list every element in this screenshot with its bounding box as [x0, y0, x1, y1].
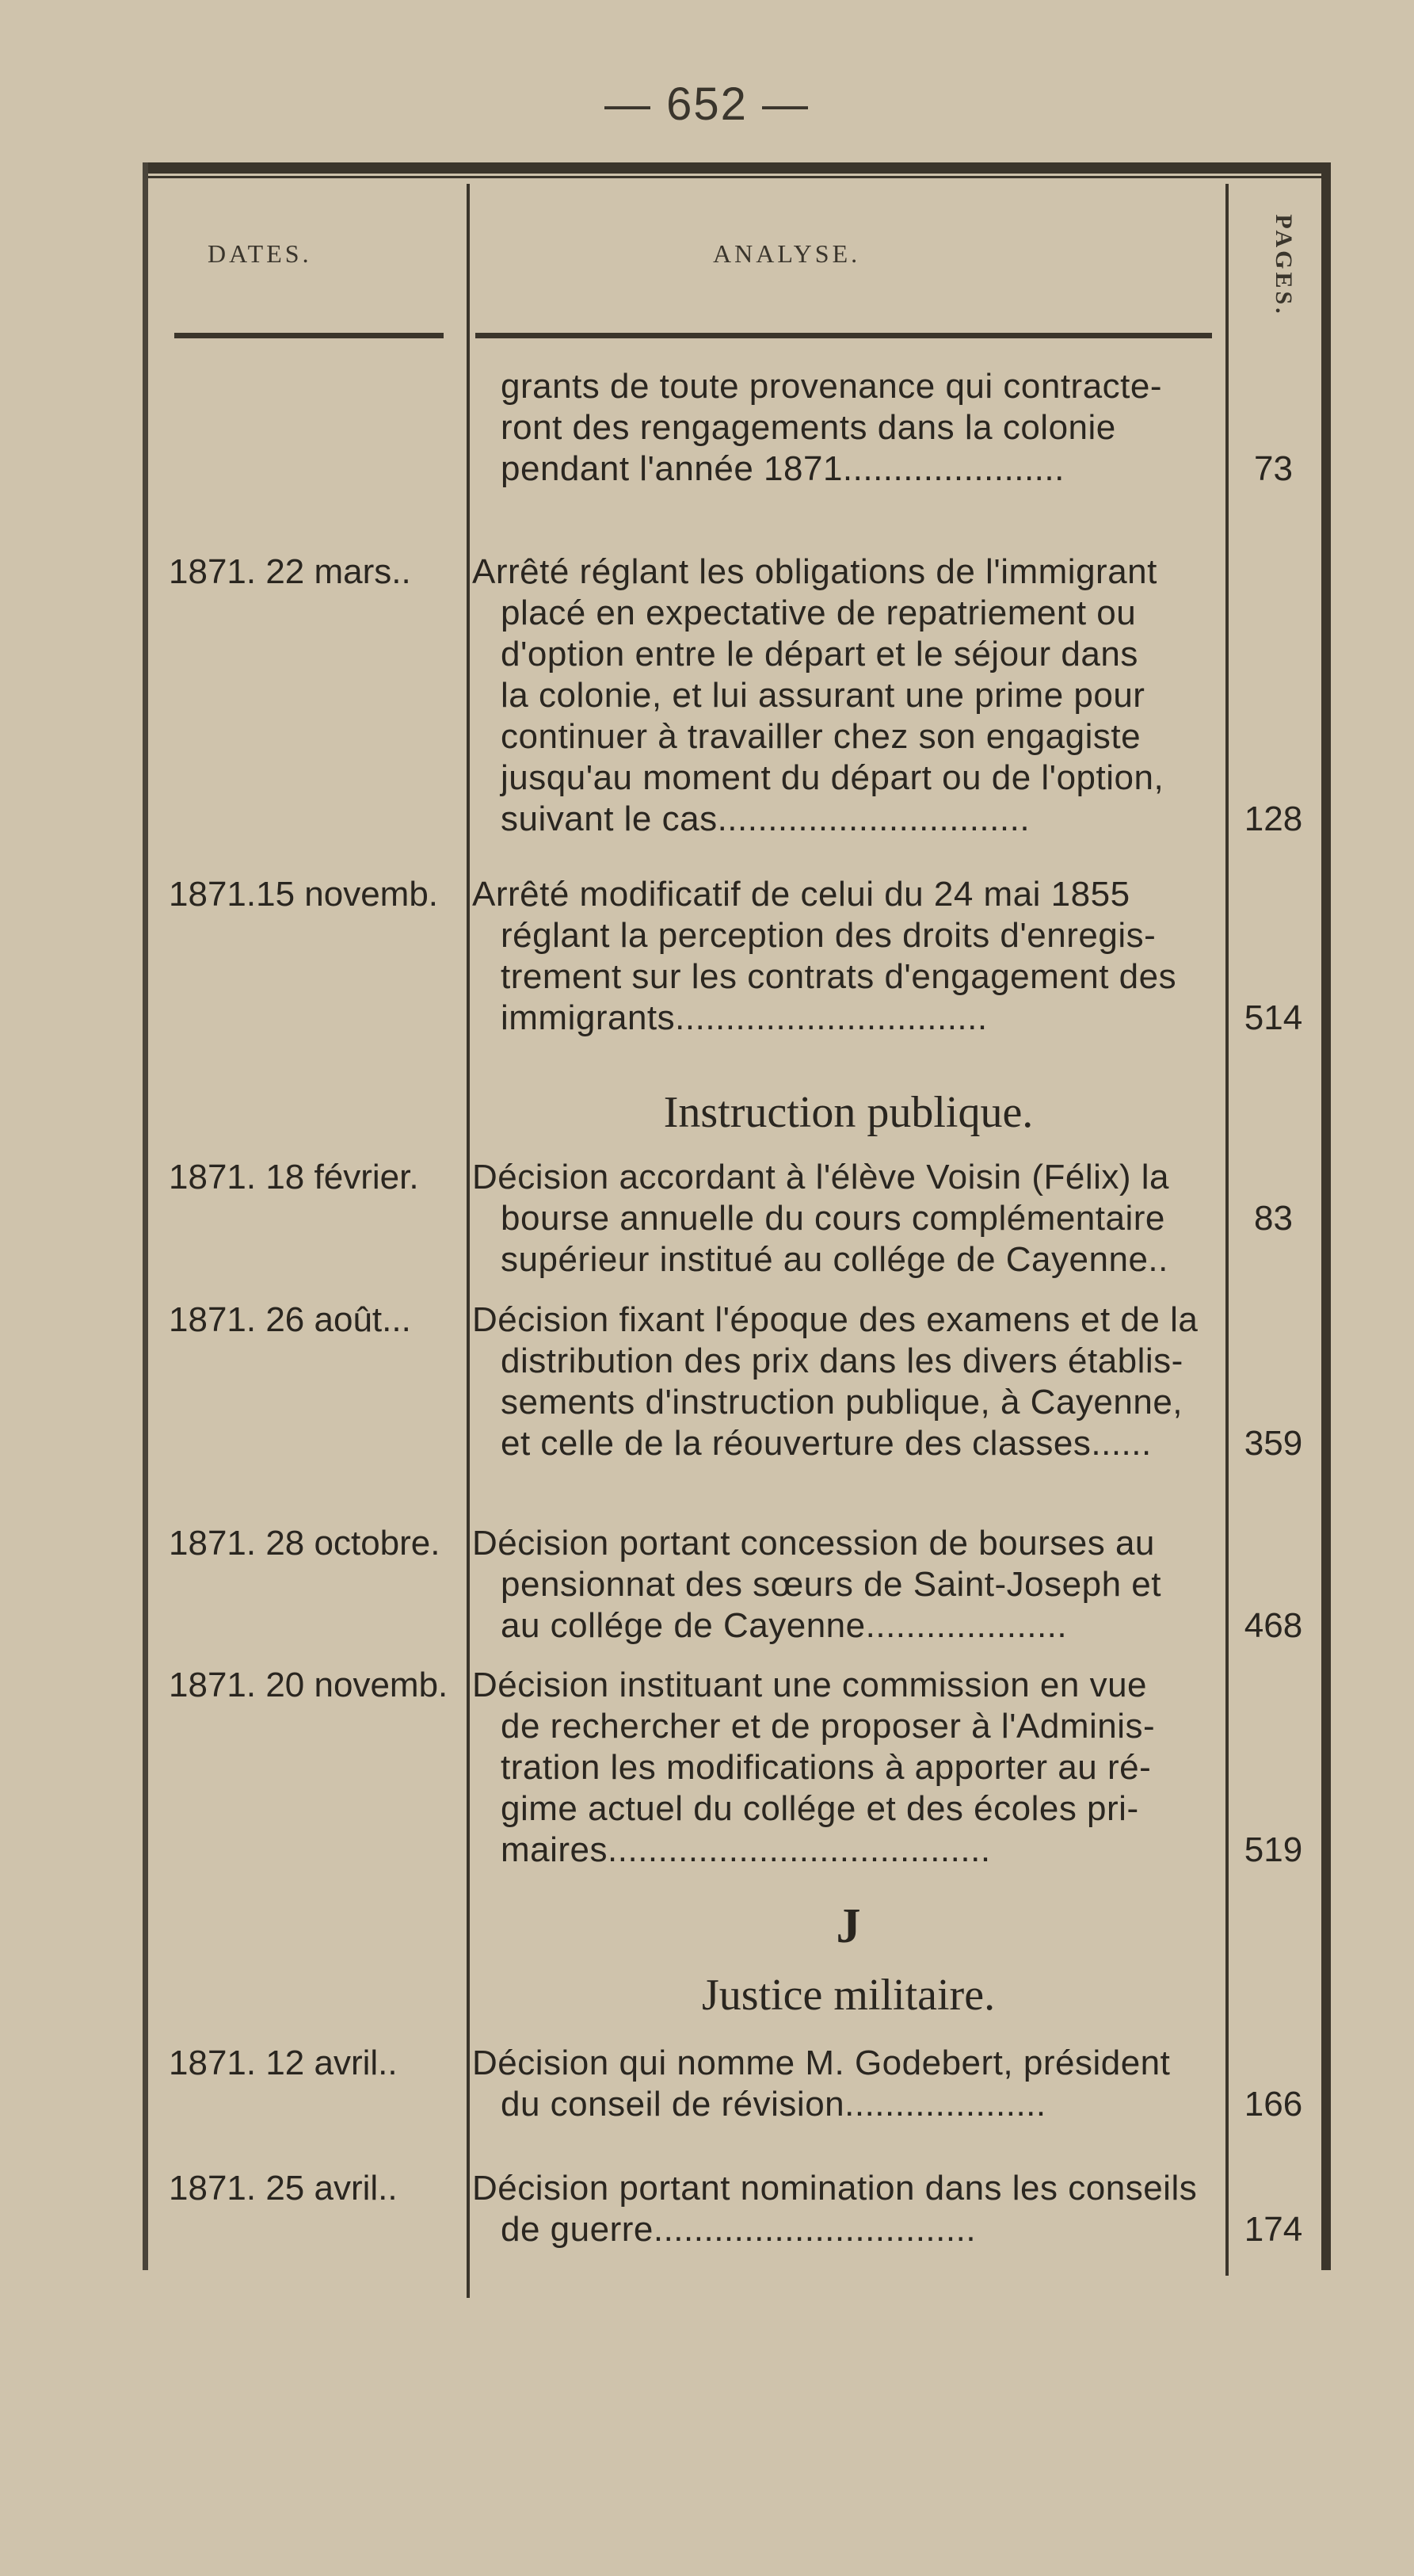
- header-rule-dates: [174, 333, 444, 338]
- entry-line: et celle de la réouverture des classes......: [501, 1424, 1152, 1463]
- entry-line: Décision fixant l'époque des examens et de la: [472, 1300, 1199, 1339]
- header-analyse: ANALYSE.: [713, 239, 861, 268]
- entry-line: Arrêté modificatif de celui du 24 mai 1855: [472, 875, 1130, 914]
- entry-date: 1871.15 novemb.: [169, 875, 439, 914]
- entry-line: jusqu'au moment du départ ou de l'option,: [501, 758, 1164, 797]
- entry-analysis: [472, 874, 1217, 1039]
- entry-date: 1871. 12 avril..: [169, 2044, 398, 2082]
- entry-date: 1871. 22 mars..: [169, 552, 411, 591]
- entry-line: distribution des prix dans les divers établis-: [501, 1341, 1183, 1380]
- entry-date: 1871. 25 avril..: [169, 2169, 398, 2208]
- entry-line: continuer à travailler chez son engagiste: [501, 717, 1141, 756]
- entry-page: 166: [1244, 2085, 1303, 2124]
- entry-date: 1871. 18 février.: [169, 1158, 419, 1196]
- entry-date: 1871. 20 novemb.: [169, 1666, 448, 1704]
- entry-page: 519: [1244, 1830, 1303, 1869]
- table-top-border: [143, 162, 1331, 174]
- entry-line: Décision portant concession de bourses au: [472, 1524, 1155, 1563]
- entry-line: Décision instituant une commission en vue: [472, 1666, 1148, 1704]
- entry-analysis: [472, 1157, 1217, 1280]
- entry-line: trement sur les contrats d'engagement des: [501, 957, 1177, 996]
- entry-analysis: [472, 2168, 1217, 2250]
- section-letter-j: J: [836, 1899, 861, 1953]
- entry-analysis: [472, 366, 1217, 490]
- entry-date: 1871. 28 octobre.: [169, 1524, 440, 1563]
- entry-line: pendant l'année 1871......................: [501, 449, 1065, 488]
- entry-line: grants de toute provenance qui contracte-: [501, 367, 1163, 406]
- entry-line: bourse annuelle du cours complémentaire: [501, 1199, 1165, 1238]
- column-divider-dates: [467, 184, 470, 2298]
- page-number: — 652 —: [604, 78, 810, 130]
- entry-line: de guerre................................: [501, 2210, 977, 2249]
- entry-analysis: [472, 1665, 1217, 1871]
- table-right-border: [1321, 162, 1331, 2270]
- entry-analysis: [472, 1523, 1217, 1647]
- table-top-border-thin: [143, 176, 1331, 178]
- entry-page: 174: [1244, 2210, 1303, 2249]
- entry-page: 83: [1254, 1199, 1293, 1238]
- entry-line: Décision portant nomination dans les conseils: [472, 2169, 1198, 2208]
- entry-line: gime actuel du collége et des écoles pri-: [501, 1789, 1139, 1828]
- entry-line: de rechercher et de proposer à l'Adminis-: [501, 1707, 1156, 1746]
- entry-page: 73: [1254, 449, 1293, 488]
- entry-line: la colonie, et lui assurant une prime pour: [501, 676, 1145, 715]
- entry-line: au collége de Cayenne....................: [501, 1606, 1068, 1645]
- entry-line: pensionnat des sœurs de Saint-Joseph et: [501, 1565, 1161, 1604]
- table-left-border: [143, 162, 148, 2270]
- entry-line: suivant le cas...............................: [501, 800, 1031, 838]
- entry-page: 514: [1244, 998, 1303, 1037]
- entry-line: ront des rengagements dans la colonie: [501, 408, 1116, 447]
- entry-analysis: [472, 1299, 1217, 1464]
- entry-line: Arrêté réglant les obligations de l'immigrant: [472, 552, 1157, 591]
- header-dates: DATES.: [208, 239, 312, 268]
- entry-line: d'option entre le départ et le séjour dans: [501, 635, 1138, 674]
- section-heading-instruction: Instruction publique.: [663, 1088, 1034, 1137]
- entry-page: 128: [1244, 800, 1303, 838]
- entry-line: tration les modifications à apporter au ré-: [501, 1748, 1152, 1787]
- entry-line: du conseil de révision....................: [501, 2085, 1046, 2124]
- entry-page: 468: [1244, 1606, 1303, 1645]
- column-divider-pages: [1225, 184, 1229, 2276]
- header-rule-analyse: [475, 333, 1212, 338]
- entry-analysis: [472, 551, 1217, 840]
- entry-date: 1871. 26 août...: [169, 1300, 411, 1339]
- entry-analysis: [472, 2043, 1217, 2125]
- entry-line: maires......................................: [501, 1830, 991, 1869]
- entry-line: Décision accordant à l'élève Voisin (Félix) la: [472, 1158, 1170, 1196]
- section-heading-justice: Justice militaire.: [701, 1971, 996, 2020]
- entry-line: Décision qui nomme M. Godebert, président: [472, 2044, 1171, 2082]
- entry-line: supérieur institué au collége de Cayenne..: [501, 1240, 1168, 1279]
- header-pages: PAGES.: [1271, 214, 1297, 317]
- entry-line: sements d'instruction publique, à Cayenne,: [501, 1383, 1183, 1422]
- entry-page: 359: [1244, 1424, 1303, 1463]
- entry-line: réglant la perception des droits d'enregis-: [501, 916, 1157, 955]
- entry-line: immigrants...............................: [501, 998, 988, 1037]
- entry-line: placé en expectative de repatriement ou: [501, 593, 1137, 632]
